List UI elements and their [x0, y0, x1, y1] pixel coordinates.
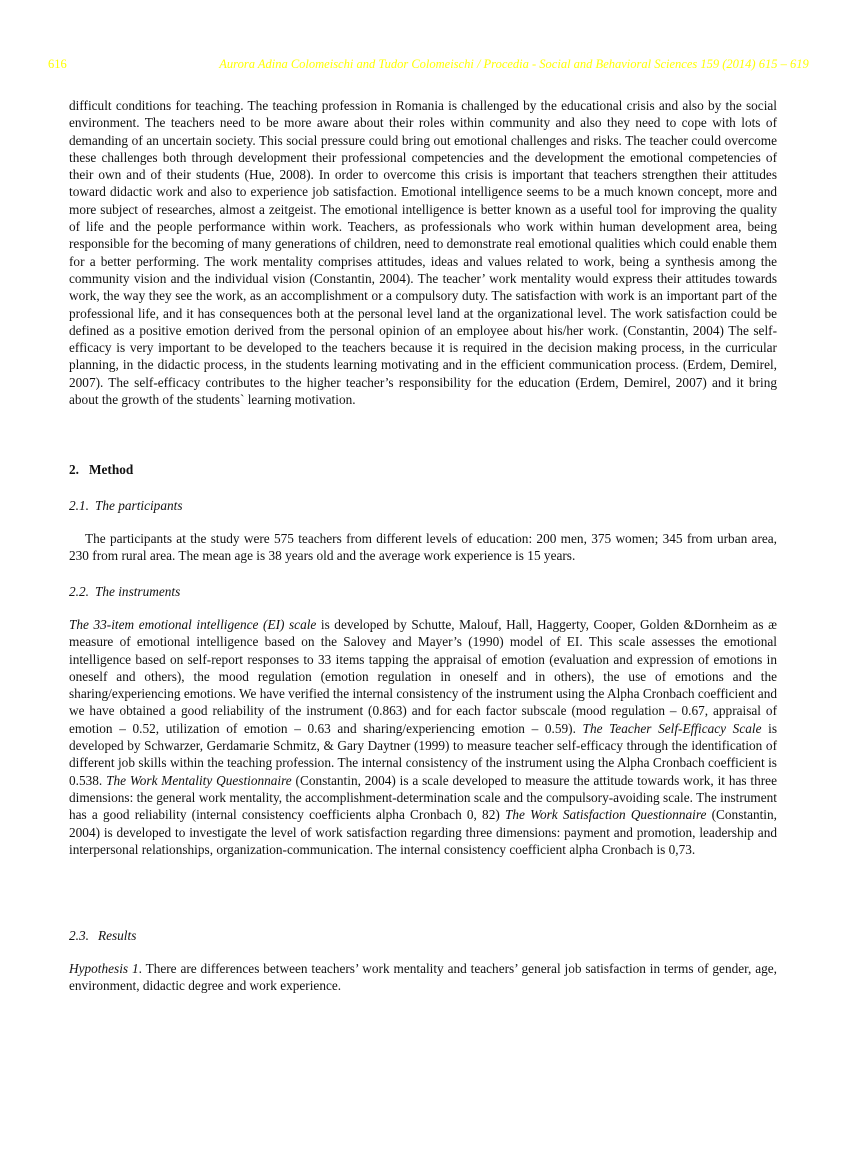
text-run: (Constantin, 2004) is a scale developed to measure the attitude towards work, it has three dimensions: the general work mentality, the accomplishment-determination scale and the compulsory-avoiding scale. The instrument has a good reliability (internal consistency coefficients alpha Cronbach 0, 82): [69, 772, 777, 823]
subsection-results-heading-block: [69, 927, 777, 944]
subsection-participants-heading-block: [69, 497, 777, 514]
intro-paragraph-block: [69, 97, 777, 408]
subsection-instruments-heading-block: [69, 583, 777, 600]
subsection-label: The participants: [94, 498, 183, 513]
running-header: [0, 57, 846, 75]
text-run: is developed by Schwarzer, Gerdamarie Schmitz, & Gary Daytner (1999) to measure teacher self-efficacy through the identification of different job skills within the teaching profession. The internal consistency of the instrument using the Alpha Cronbach coefficient is 0.538.: [69, 720, 777, 788]
italic-text-run: The Work Mentality Questionnaire: [106, 772, 292, 788]
italic-text-run: The 33-item emotional intelligence (EI) scale: [69, 617, 317, 632]
section-method-heading-block: [69, 461, 777, 478]
section-number: 2.: [69, 462, 79, 477]
text-run: (Constantin, 2004) is developed to investigate the level of work satisfaction regarding three dimensions: payment and promotion, leadership and interpersonal relationships, organization-communication. The internal consistency coefficient alpha Cronbach is 0,73.: [69, 807, 777, 857]
subsection-label: Results: [97, 928, 137, 943]
subsection-heading-participants: [69, 497, 777, 514]
instruments-paragraph: [69, 616, 777, 858]
italic-text-run: The Teacher Self-Efficacy Scale: [582, 720, 762, 736]
section-label: Method: [88, 462, 134, 477]
subsection-number: 2.3.: [69, 928, 89, 943]
participants-paragraph-block: [69, 530, 777, 565]
text-run: . There are differences between teachers’ work mentality and teachers’ general job satisfaction in terms of gender, age, environment, didactic degree and work experience.: [69, 961, 778, 994]
participants-paragraph: The participants at the study were 575 teachers from different levels of education: 200 men, 375 women; 345 from urban area, 230 from rural area. The mean age is 38 years old and the average work experience is 15 years.: [69, 531, 777, 564]
subsection-number: 2.2.: [69, 584, 89, 599]
text-run: is developed by Schutte, Malouf, Hall, Haggerty, Cooper, Golden &Dornheim as æ measure of emotional intelligence based on the Salovey and Mayer’s (1990) model of EI. This scale assesses the emotional intelligence based on self-report responses to 33 items tapping the appraisal of emotion (evaluation and expression of emotions in oneself and others), the mood regulation (emotion regulation in oneself and in others), the use of emotions and the sharing/experiencing emotions. We have verified the internal consistency of the instrument using the Alpha Cronbach coefficient and we have obtained a good reliability of the instrument (0.863) and for each factor subscale (mood regulation – 0.67, appraisal of emotion – 0.52, utilization of emotion – 0.63 and sharing/experiencing emotion – 0.59).: [69, 617, 777, 736]
instruments-paragraph-block: [69, 616, 777, 858]
running-head-citation: Aurora Adina Colomeischi and Tudor Colomeischi / Procedia - Social and Behavioral Sciences 159 (2014) 615 – 619: [219, 57, 809, 71]
italic-text-run: Hypothesis 1: [69, 961, 139, 976]
subsection-heading-results: [69, 927, 777, 944]
italic-text-run: The Work Satisfaction Questionnaire: [504, 807, 707, 823]
hypothesis-paragraph-block: [69, 960, 777, 995]
page-number: 616: [48, 57, 67, 71]
intro-paragraph: difficult conditions for teaching. The teaching profession in Romania is challenged by the educational crisis and also by the social environment. The teachers need to be more aware about their roles within community and also they need to cope with lots of demanding of an uncertain society. This social pressure could bring out emotional challenges and risks. The teacher could overcome these challenges both through development their professional competencies and the development the emotional competencies of their own and of their students (Hue, 2008). In order to overcome this crisis is important that teachers strengthen their attitudes toward didactic work and also to experience job satisfaction. Emotional intelligence seems to be a much known concept, more and more subject of researches, almost a zeitgeist. The emotional intelligence is better known as a useful tool for improving the quality of life and the people performance within work. Teachers, as professionals who work within human development area, being responsible for the becoming of many generations of children, need to demonstrate real emotional qualities which could enable them for a better performing. The work mentality comprises attitudes, ideas and values related to work, being a synthesis among the community vision and the individual vision (Constantin, 2004). The teacher’ work mentality would express their attitudes towards work, the way they see the work, as an accomplishment or a compulsory duty. The satisfaction with work is an important part of the professional life, and it has consequences both at the personal level land at the organizational level. The work satisfaction could be defined as a positive emotion derived from the personal opinion of an employee about his/her work. (Constantin, 2004) The self-efficacy is very important to be developed to the teachers because it is required in the decision making process, in the curricular planning, in the didactic process, in the students learning motivating and in the efficient communication process. (Erdem, Demirel, 2007). The self-efficacy contributes to the higher teacher’s responsibility for the education (Erdem, Demirel, 2007) and it bring about the growth of the students` learning motivation.: [69, 98, 777, 408]
section-heading-method: [69, 461, 777, 478]
subsection-number: 2.1.: [69, 498, 89, 513]
hypothesis-paragraph: [69, 960, 777, 995]
subsection-heading-instruments: [69, 583, 777, 600]
subsection-label: The instruments: [94, 584, 181, 599]
